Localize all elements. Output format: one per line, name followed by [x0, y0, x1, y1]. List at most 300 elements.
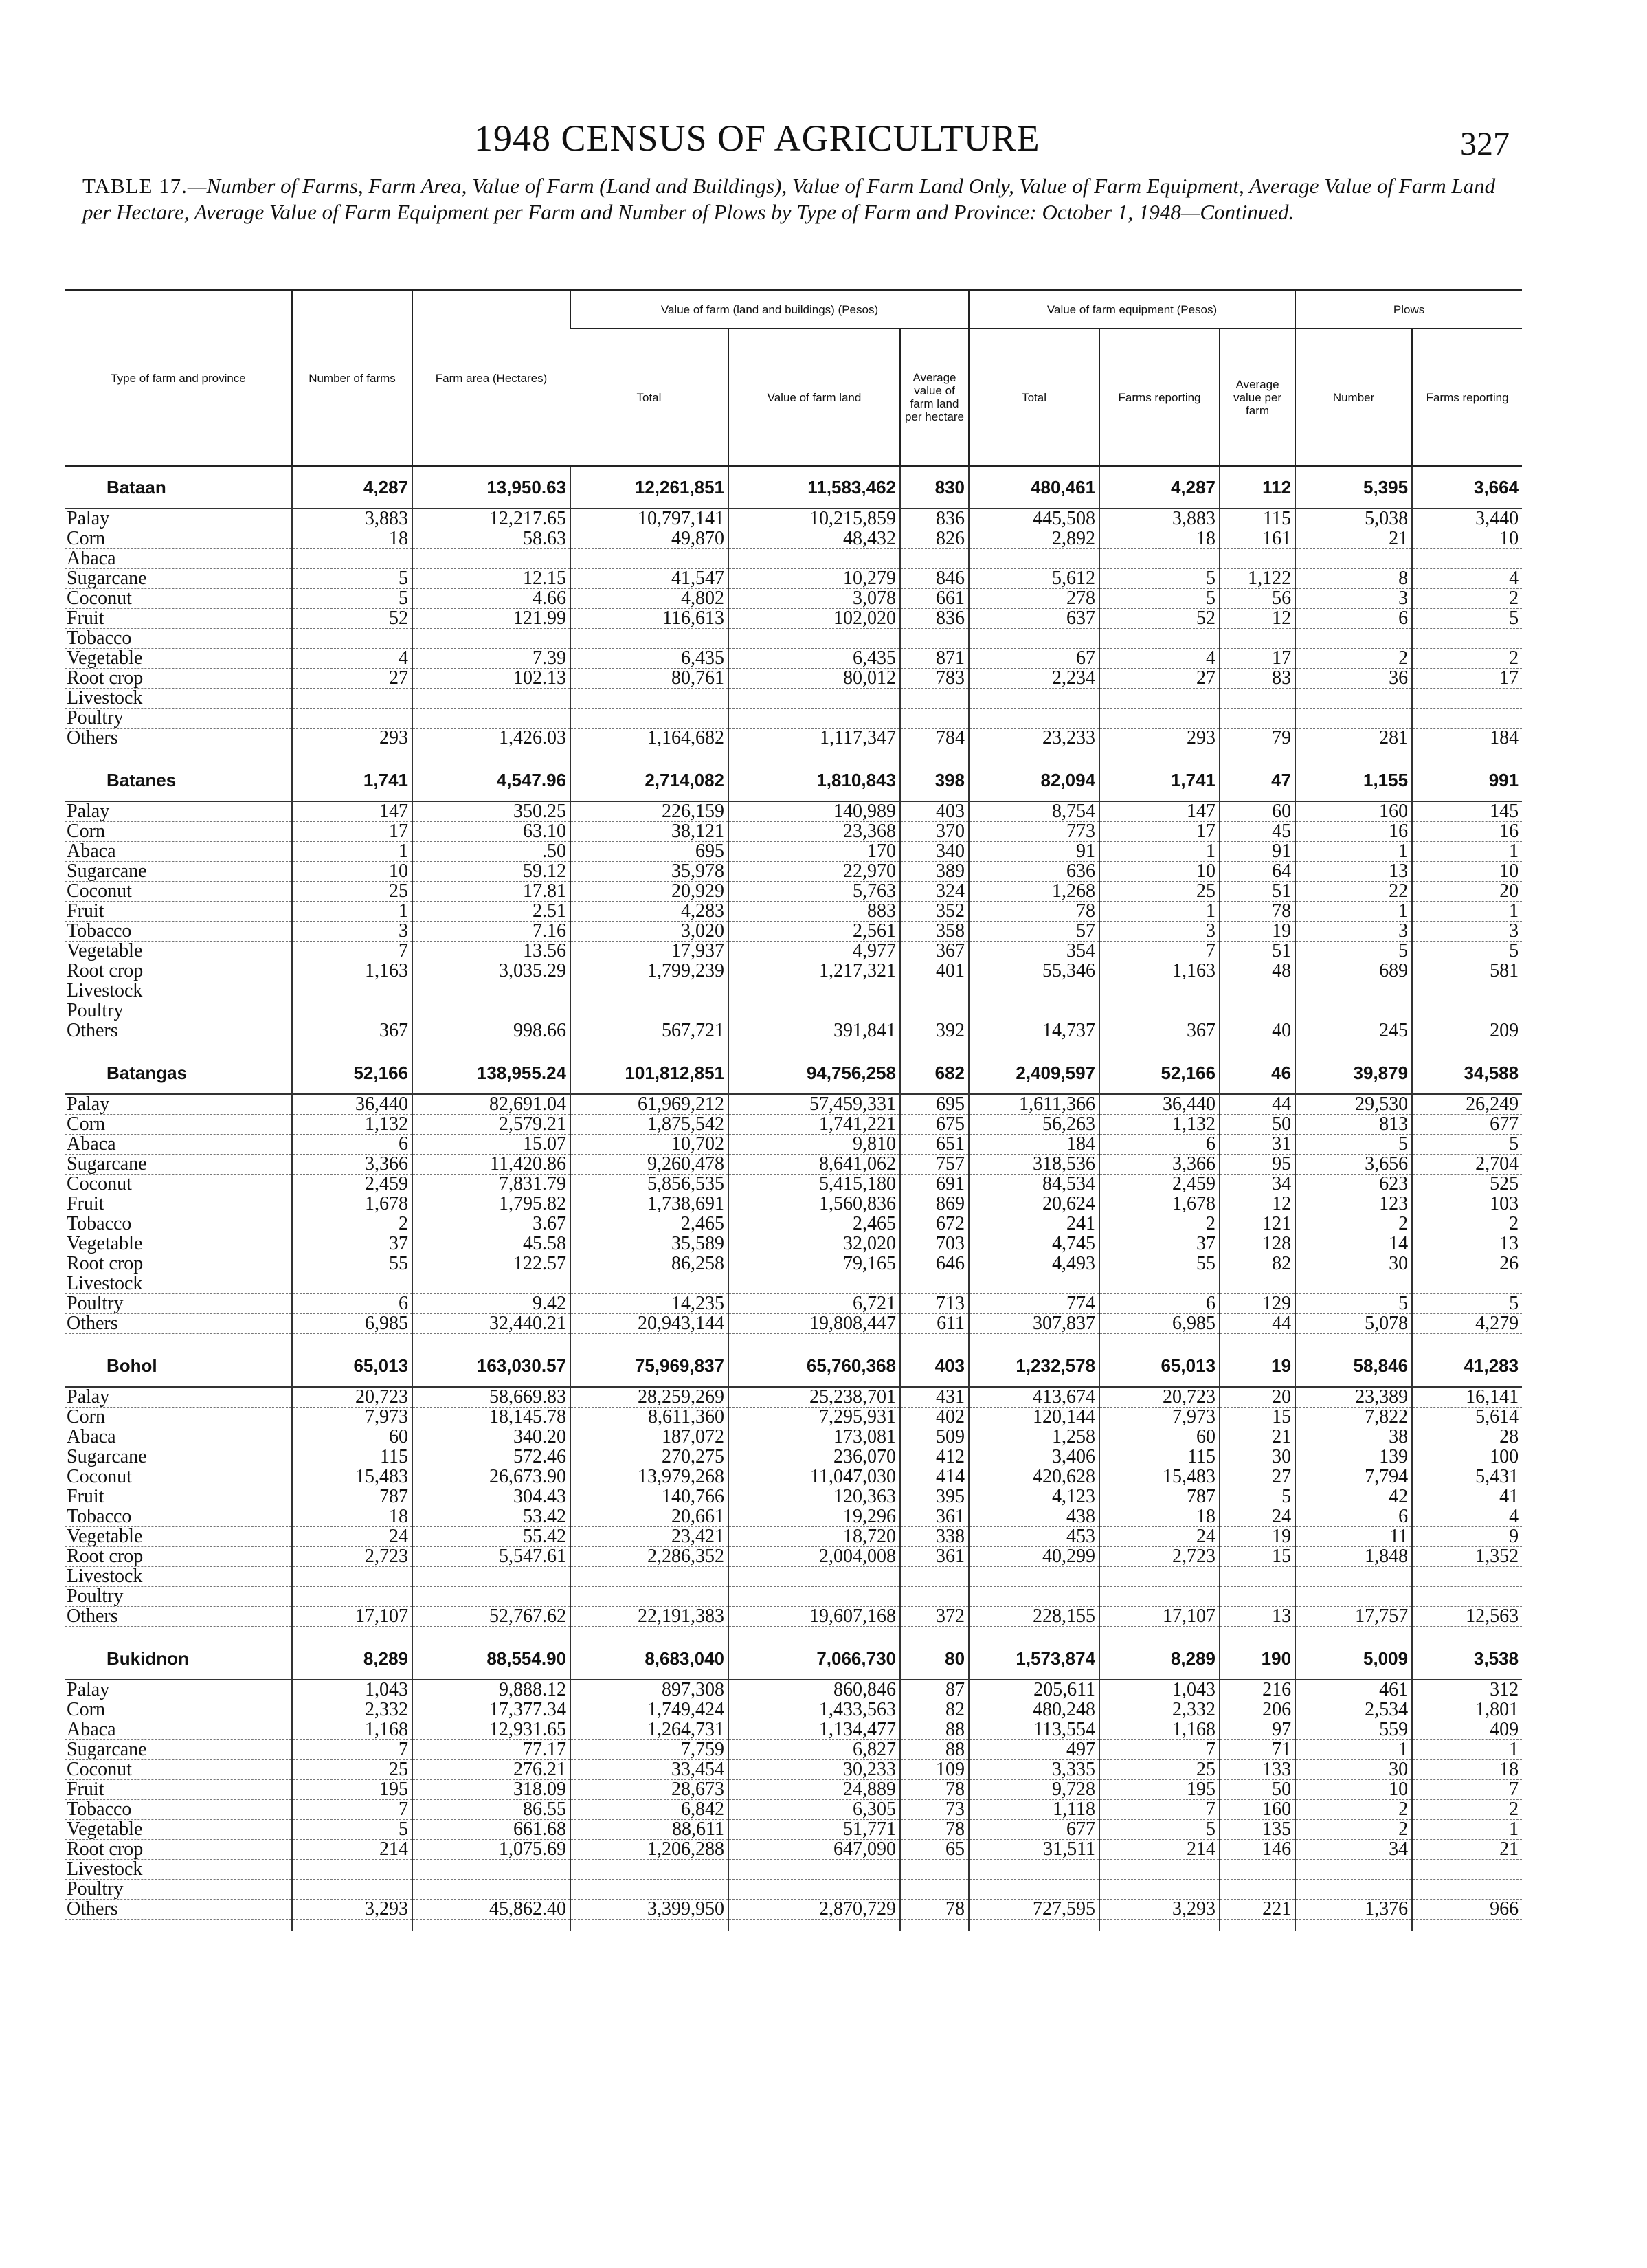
table-cell: [412, 629, 570, 649]
table-row: [65, 1214, 1522, 1234]
table-cell: [1412, 1567, 1522, 1587]
table-cell: 480,248: [969, 1700, 1099, 1720]
table-cell: 2,870,729: [728, 1900, 900, 1920]
farm-type-label: Poultry: [65, 1001, 292, 1021]
farm-type-label: Abaca: [65, 842, 292, 862]
farm-type-label: Vegetable: [65, 1820, 292, 1840]
farm-type-label: Tobacco: [65, 629, 292, 649]
table-cell: 13.56: [412, 942, 570, 961]
col-header-value-total: Total: [570, 329, 728, 466]
table-cell: 354: [969, 942, 1099, 961]
table-row: [65, 942, 1522, 961]
table-cell: 88,611: [570, 1820, 728, 1840]
table-cell: 559: [1295, 1720, 1412, 1740]
table-cell: 40: [1220, 1021, 1295, 1041]
table-cell: [969, 629, 1099, 649]
table-cell: [292, 1567, 412, 1587]
table-cell: 57,459,331: [728, 1094, 900, 1115]
table-cell: [900, 709, 969, 729]
table-cell: 17: [1220, 649, 1295, 669]
table-cell: [728, 689, 900, 709]
table-cell: [1220, 629, 1295, 649]
table-cell: 21: [1295, 529, 1412, 549]
table-cell: 3,020: [570, 922, 728, 942]
table-cell: 1: [1295, 902, 1412, 922]
table-cell: 140,766: [570, 1487, 728, 1507]
table-cell: 13: [1220, 1607, 1295, 1627]
table-cell: 55,346: [969, 961, 1099, 981]
table-cell: [900, 1860, 969, 1880]
table-row: [65, 1900, 1522, 1920]
farm-type-label: Palay: [65, 1680, 292, 1700]
table-cell: 22,191,383: [570, 1607, 728, 1627]
table-cell: 13: [1412, 1234, 1522, 1254]
col-header-plows-reporting: Farms reporting: [1412, 329, 1522, 466]
table-cell: [292, 1274, 412, 1294]
table-cell: 20,624: [969, 1194, 1099, 1214]
table-cell: 5: [292, 569, 412, 589]
table-cell: 3: [1295, 922, 1412, 942]
table-cell: 3,335: [969, 1760, 1099, 1780]
table-cell: 860,846: [728, 1680, 900, 1700]
table-cell: [1220, 1880, 1295, 1900]
farm-type-label: Sugarcane: [65, 1447, 292, 1467]
table-cell: 38,121: [570, 822, 728, 842]
table-cell: 413,674: [969, 1387, 1099, 1408]
table-cell: 651: [900, 1135, 969, 1155]
table-cell: 4,493: [969, 1254, 1099, 1274]
table-row: [65, 1194, 1522, 1214]
table-cell: 3: [292, 922, 412, 942]
table-cell: [292, 629, 412, 649]
table-cell: [1220, 1860, 1295, 1880]
table-cell: 6,305: [728, 1800, 900, 1820]
table-cell: 17,757: [1295, 1607, 1412, 1627]
table-cell: 637: [969, 609, 1099, 629]
table-cell: 41: [1412, 1487, 1522, 1507]
table-cell: [728, 981, 900, 1001]
table-cell: 350.25: [412, 801, 570, 822]
table-cell: 79,165: [728, 1254, 900, 1274]
col-header-equip-avg: Average value per farm: [1220, 329, 1295, 466]
province-total-cell: 88,554.90: [412, 1638, 570, 1680]
table-cell: [412, 1860, 570, 1880]
table-cell: 2,465: [570, 1214, 728, 1234]
table-cell: 1,433,563: [728, 1700, 900, 1720]
province-total-cell: 65,013: [292, 1345, 412, 1387]
table-cell: 10: [1412, 862, 1522, 882]
table-row: [65, 669, 1522, 689]
farm-type-label: Poultry: [65, 709, 292, 729]
table-cell: 18,145.78: [412, 1408, 570, 1427]
table-cell: 324: [900, 882, 969, 902]
table-cell: 17,107: [292, 1607, 412, 1627]
table-cell: [1099, 1587, 1220, 1607]
table-cell: 2,534: [1295, 1700, 1412, 1720]
farm-type-label: Root crop: [65, 1547, 292, 1567]
table-cell: 195: [1099, 1780, 1220, 1800]
table-cell: 58,669.83: [412, 1387, 570, 1408]
table-cell: [969, 709, 1099, 729]
table-cell: 19,296: [728, 1507, 900, 1527]
table-cell: 115: [1099, 1447, 1220, 1467]
table-cell: [1412, 981, 1522, 1001]
table-cell: 11,047,030: [728, 1467, 900, 1487]
table-cell: 23,368: [728, 822, 900, 842]
table-cell: 120,144: [969, 1408, 1099, 1427]
province-total-cell: 52,166: [292, 1052, 412, 1094]
table-cell: 44: [1220, 1094, 1295, 1115]
table-cell: 28,259,269: [570, 1387, 728, 1408]
table-cell: 55: [292, 1254, 412, 1274]
table-cell: 209: [1412, 1021, 1522, 1041]
table-cell: 18: [1412, 1760, 1522, 1780]
table-cell: 2: [292, 1214, 412, 1234]
table-cell: 3,293: [1099, 1900, 1220, 1920]
province-total-cell: 2,409,597: [969, 1052, 1099, 1094]
table-cell: 1: [292, 902, 412, 922]
table-cell: [292, 1860, 412, 1880]
table-cell: [900, 549, 969, 569]
table-cell: 318,536: [969, 1155, 1099, 1175]
farm-type-label: Abaca: [65, 549, 292, 569]
table-cell: 14,235: [570, 1294, 728, 1314]
province-total-cell: 8,289: [1099, 1638, 1220, 1680]
table-cell: 26: [1412, 1254, 1522, 1274]
table-cell: 228,155: [969, 1607, 1099, 1627]
table-cell: [728, 1274, 900, 1294]
table-cell: 12,931.65: [412, 1720, 570, 1740]
province-total-cell: 4,287: [292, 466, 412, 509]
table-row: [65, 1094, 1522, 1115]
col-header-equip-reporting: Farms reporting: [1099, 329, 1220, 466]
table-cell: 23,421: [570, 1527, 728, 1547]
table-cell: 10: [1295, 1780, 1412, 1800]
table-cell: 120,363: [728, 1487, 900, 1507]
table-cell: [412, 1274, 570, 1294]
table-row: [65, 1800, 1522, 1820]
table-cell: [292, 1587, 412, 1607]
table-cell: 391,841: [728, 1021, 900, 1041]
table-cell: 34: [1220, 1175, 1295, 1194]
farm-type-label: Abaca: [65, 1427, 292, 1447]
province-total-cell: 41,283: [1412, 1345, 1522, 1387]
table-cell: 4,279: [1412, 1314, 1522, 1334]
table-cell: 304.43: [412, 1487, 570, 1507]
table-cell: [570, 1001, 728, 1021]
table-cell: 5,431: [1412, 1467, 1522, 1487]
province-row: [65, 759, 1522, 801]
table-row: [65, 1294, 1522, 1314]
table-cell: 7,759: [570, 1740, 728, 1760]
table-row: [65, 822, 1522, 842]
table-cell: 4,745: [969, 1234, 1099, 1254]
table-cell: 497: [969, 1740, 1099, 1760]
table-cell: 35,978: [570, 862, 728, 882]
table-row: [65, 1720, 1522, 1740]
table-cell: [412, 1001, 570, 1021]
table-cell: 401: [900, 961, 969, 981]
table-cell: 1,118: [969, 1800, 1099, 1820]
province-total-cell: 4,547.96: [412, 759, 570, 801]
table-row: [65, 1860, 1522, 1880]
table-cell: 2: [1295, 1820, 1412, 1840]
table-cell: 160: [1220, 1800, 1295, 1820]
table-cell: 826: [900, 529, 969, 549]
table-cell: 57: [969, 922, 1099, 942]
table-cell: 1,168: [1099, 1720, 1220, 1740]
table-cell: 8: [1295, 569, 1412, 589]
table-cell: 5,547.61: [412, 1547, 570, 1567]
table-cell: 2: [1412, 589, 1522, 609]
table-cell: 13,979,268: [570, 1467, 728, 1487]
table-cell: 1,217,321: [728, 961, 900, 981]
table-cell: 20,723: [292, 1387, 412, 1408]
table-cell: 773: [969, 822, 1099, 842]
table-cell: 78: [900, 1900, 969, 1920]
table-cell: 871: [900, 649, 969, 669]
table-cell: 3,399,950: [570, 1900, 728, 1920]
table-cell: [570, 709, 728, 729]
table-cell: [1412, 1860, 1522, 1880]
province-total-cell: 2,714,082: [570, 759, 728, 801]
table-cell: 1,678: [1099, 1194, 1220, 1214]
province-total-cell: 65,013: [1099, 1345, 1220, 1387]
table-cell: 1,376: [1295, 1900, 1412, 1920]
table-cell: 60: [1220, 801, 1295, 822]
table-cell: 15,483: [1099, 1467, 1220, 1487]
table-cell: [412, 1587, 570, 1607]
farm-type-label: Palay: [65, 509, 292, 529]
table-cell: 846: [900, 569, 969, 589]
table-cell: [412, 549, 570, 569]
province-total-cell: 101,812,851: [570, 1052, 728, 1094]
table-cell: 3: [1099, 922, 1220, 942]
table-cell: 100: [1412, 1447, 1522, 1467]
table-cell: [900, 1001, 969, 1021]
table-cell: 19: [1220, 922, 1295, 942]
table-cell: 1,258: [969, 1427, 1099, 1447]
province-total-cell: 138,955.24: [412, 1052, 570, 1094]
table-cell: 36,440: [292, 1094, 412, 1115]
table-cell: 5: [292, 589, 412, 609]
table-cell: 307,837: [969, 1314, 1099, 1334]
table-cell: [1220, 1001, 1295, 1021]
table-cell: 55.42: [412, 1527, 570, 1547]
table-cell: 677: [1412, 1115, 1522, 1135]
farm-type-label: Tobacco: [65, 1507, 292, 1527]
table-cell: [1295, 1274, 1412, 1294]
table-cell: 2,459: [292, 1175, 412, 1194]
table-cell: 1,801: [1412, 1700, 1522, 1720]
table-cell: 1,795.82: [412, 1194, 570, 1214]
table-cell: 9,260,478: [570, 1155, 728, 1175]
table-cell: 147: [292, 801, 412, 822]
table-cell: [412, 709, 570, 729]
table-row: [65, 1607, 1522, 1627]
table-cell: 966: [1412, 1900, 1522, 1920]
table-cell: 45.58: [412, 1234, 570, 1254]
table-cell: 836: [900, 609, 969, 629]
row-spacer: [65, 748, 1522, 760]
table-cell: [1099, 1274, 1220, 1294]
col-header-equip-total: Total: [969, 329, 1099, 466]
table-row: [65, 1507, 1522, 1527]
table-cell: [728, 1880, 900, 1900]
table-cell: 11,420.86: [412, 1155, 570, 1175]
table-cell: 12.15: [412, 569, 570, 589]
table-row: [65, 1680, 1522, 1700]
col-header-type: Type of farm and province: [65, 290, 292, 467]
table-cell: 45: [1220, 822, 1295, 842]
table-cell: 1,875,542: [570, 1115, 728, 1135]
table-caption: [82, 173, 1519, 225]
table-row: [65, 629, 1522, 649]
province-total-cell: 4,287: [1099, 466, 1220, 509]
table-cell: 5: [1099, 1820, 1220, 1840]
farm-type-label: Root crop: [65, 1840, 292, 1860]
table-cell: 7,794: [1295, 1467, 1412, 1487]
table-cell: 445,508: [969, 509, 1099, 529]
table-cell: 4: [1099, 649, 1220, 669]
table-cell: [570, 629, 728, 649]
table-cell: 19: [1220, 1527, 1295, 1547]
table-cell: 48: [1220, 961, 1295, 981]
province-total-cell: 3,538: [1412, 1638, 1522, 1680]
table-cell: 115: [292, 1447, 412, 1467]
table-cell: 1,352: [1412, 1547, 1522, 1567]
table-cell: [1412, 1001, 1522, 1021]
table-row: [65, 801, 1522, 822]
table-cell: 18,720: [728, 1527, 900, 1547]
table-row: [65, 589, 1522, 609]
table-cell: 7: [292, 1740, 412, 1760]
table-cell: 32,440.21: [412, 1314, 570, 1334]
table-cell: 2,286,352: [570, 1547, 728, 1567]
province-total-cell: 398: [900, 759, 969, 801]
table-cell: 8,754: [969, 801, 1099, 822]
province-name: Bohol: [65, 1345, 292, 1387]
table-cell: 214: [292, 1840, 412, 1860]
table-cell: 784: [900, 729, 969, 748]
table-cell: 18: [1099, 1507, 1220, 1527]
table-cell: 4.66: [412, 589, 570, 609]
table-cell: 1,678: [292, 1194, 412, 1214]
table-cell: 5: [1295, 942, 1412, 961]
farm-type-label: Corn: [65, 1700, 292, 1720]
table-cell: 226,159: [570, 801, 728, 822]
table-cell: 241: [969, 1214, 1099, 1234]
table-cell: 5: [292, 1820, 412, 1840]
table-cell: 109: [900, 1760, 969, 1780]
table-cell: [1099, 1860, 1220, 1880]
table-cell: [900, 629, 969, 649]
row-spacer: [65, 1041, 1522, 1053]
table-cell: 293: [1099, 729, 1220, 748]
province-total-cell: 1,810,843: [728, 759, 900, 801]
farm-type-label: Poultry: [65, 1880, 292, 1900]
table-row: [65, 1780, 1522, 1800]
table-row: [65, 1547, 1522, 1567]
table-cell: 677: [969, 1820, 1099, 1840]
table-cell: 672: [900, 1214, 969, 1234]
table-row: [65, 609, 1522, 629]
table-cell: [728, 1567, 900, 1587]
table-cell: 50: [1220, 1115, 1295, 1135]
table-cell: 56,263: [969, 1115, 1099, 1135]
province-total-cell: 3,664: [1412, 466, 1522, 509]
table-cell: 1,132: [1099, 1115, 1220, 1135]
table-cell: 87: [900, 1680, 969, 1700]
table-cell: 42: [1295, 1487, 1412, 1507]
table-cell: 53.42: [412, 1507, 570, 1527]
table-cell: 713: [900, 1294, 969, 1314]
table-cell: 525: [1412, 1175, 1522, 1194]
table-cell: 5,856,535: [570, 1175, 728, 1194]
table-cell: 29,530: [1295, 1094, 1412, 1115]
table-cell: 27: [1220, 1467, 1295, 1487]
table-cell: 187,072: [570, 1427, 728, 1447]
table-cell: 7,973: [292, 1408, 412, 1427]
table-cell: [1295, 1567, 1412, 1587]
table-cell: 367: [292, 1021, 412, 1041]
table-cell: 83: [1220, 669, 1295, 689]
table-row: [65, 1587, 1522, 1607]
table-cell: 15,483: [292, 1467, 412, 1487]
table-cell: [969, 1860, 1099, 1880]
province-total-cell: 7,066,730: [728, 1638, 900, 1680]
table-cell: 73: [900, 1800, 969, 1820]
table-cell: 5,078: [1295, 1314, 1412, 1334]
table-cell: 116,613: [570, 609, 728, 629]
table-cell: 19,607,168: [728, 1607, 900, 1627]
table-cell: 1,560,836: [728, 1194, 900, 1214]
farm-type-label: Others: [65, 1900, 292, 1920]
table-cell: [900, 1587, 969, 1607]
province-total-cell: 13,950.63: [412, 466, 570, 509]
table-row: [65, 1021, 1522, 1041]
table-cell: 438: [969, 1507, 1099, 1527]
table-cell: [1295, 1860, 1412, 1880]
table-cell: 2,579.21: [412, 1115, 570, 1135]
table-cell: [969, 1274, 1099, 1294]
table-cell: 65: [900, 1840, 969, 1860]
table-cell: 509: [900, 1427, 969, 1447]
table-cell: [1295, 689, 1412, 709]
farm-type-label: Vegetable: [65, 1234, 292, 1254]
table-cell: [728, 1001, 900, 1021]
table-cell: 392: [900, 1021, 969, 1041]
table-cell: 611: [900, 1314, 969, 1334]
table-cell: 8,641,062: [728, 1155, 900, 1175]
province-name: Batanes: [65, 759, 292, 801]
row-spacer: [65, 1920, 1522, 1931]
table-cell: [1099, 981, 1220, 1001]
table-cell: 91: [969, 842, 1099, 862]
table-row: [65, 1447, 1522, 1467]
province-total-cell: 163,030.57: [412, 1345, 570, 1387]
table-cell: 184: [1412, 729, 1522, 748]
table-cell: 367: [900, 942, 969, 961]
table-cell: 2,004,008: [728, 1547, 900, 1567]
table-cell: 18: [292, 1507, 412, 1527]
table-cell: 6,435: [728, 649, 900, 669]
table-cell: 22: [1295, 882, 1412, 902]
table-cell: [1099, 1567, 1220, 1587]
table-cell: 78: [1220, 902, 1295, 922]
table-cell: 11: [1295, 1527, 1412, 1547]
farm-type-label: Palay: [65, 1094, 292, 1115]
